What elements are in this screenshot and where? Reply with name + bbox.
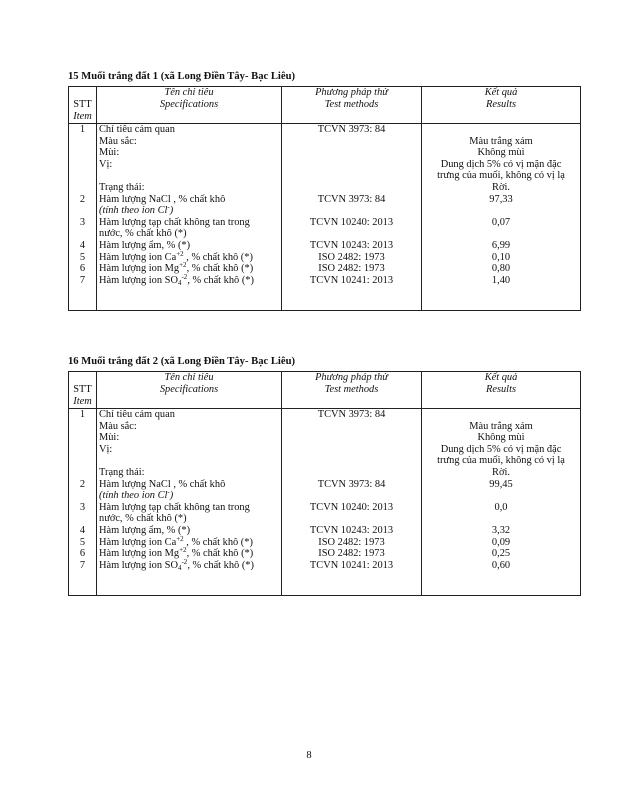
cell-line	[284, 513, 419, 525]
cell-line: TCVN 3973: 84	[317, 409, 386, 420]
cell-line: Hàm lượng ẩm, % (*)	[99, 239, 191, 251]
cell-line: Không mùi	[477, 432, 525, 444]
table-header-row	[69, 372, 581, 409]
cell-line: TCVN 10241: 2013	[309, 274, 394, 286]
spec-column	[97, 124, 282, 311]
cell-line: Dung dịch 5% có vị mặn đặc	[440, 443, 562, 455]
cell-line: TCVN 3973: 84	[317, 193, 386, 205]
subscript: 4	[177, 278, 182, 287]
header-result	[422, 87, 581, 124]
cell-line	[424, 124, 578, 136]
table-body-row	[69, 409, 581, 596]
superscript: -	[167, 203, 170, 212]
cell-line: (tính theo ion Cl-)	[99, 203, 174, 217]
cell-line: 0,25	[491, 548, 511, 560]
header-result	[422, 372, 581, 409]
cell-line: Màu sắc:	[99, 420, 137, 432]
cell-line: Results	[485, 98, 516, 110]
cell-line: Màu sắc:	[99, 135, 137, 147]
header-stt	[69, 372, 97, 409]
cell-line: trưng của muối, không có vị lạ	[437, 170, 565, 182]
cell-line: Hàm lượng ion $Ca^{+2}$ , % chất khô (*)	[99, 534, 253, 548]
cell-line	[71, 147, 94, 159]
cell-line: Vị:	[99, 158, 113, 170]
result-column	[422, 124, 581, 311]
cell-line: 4	[79, 239, 86, 251]
table-body-row	[69, 124, 581, 311]
cell-line: 0,80	[491, 263, 511, 275]
cell-line	[284, 421, 419, 433]
cell-line: 1,40	[491, 274, 511, 286]
cell-line: 0,0	[494, 501, 508, 513]
cell-line	[99, 571, 279, 583]
cell-line	[99, 286, 279, 298]
cell-line: Test methods	[324, 98, 379, 110]
cell-line: 7	[79, 274, 86, 286]
cell-line: Item	[73, 395, 92, 407]
cell-line: Chỉ tiêu cảm quan	[99, 409, 175, 420]
cell-line: TCVN 3973: 84	[317, 478, 386, 490]
cell-line	[99, 298, 279, 310]
section-16	[68, 355, 580, 596]
cell-line: Hàm lượng tạp chất không tan trong	[99, 501, 250, 513]
cell-line: ISO 2482: 1973	[318, 263, 385, 275]
table-header-row	[69, 87, 581, 124]
cell-line: trưng của muối, không có vị lạ	[437, 455, 565, 467]
cell-line: Màu trắng xám	[469, 135, 533, 147]
cell-line: Specifications	[159, 383, 219, 395]
cell-line: 99,45	[489, 478, 513, 490]
cell-line: 2	[79, 478, 86, 490]
cell-line: 2	[79, 193, 86, 205]
cell-line: 5	[79, 536, 86, 548]
cell-line: Mùi:	[99, 432, 120, 444]
cell-line	[424, 286, 578, 298]
cell-line: 5	[79, 251, 86, 263]
cell-line	[71, 228, 94, 240]
cell-line: 3,32	[491, 524, 511, 536]
cell-line	[71, 444, 94, 456]
cell-line	[284, 147, 419, 159]
cell-line: Trạng thái:	[99, 466, 145, 478]
cell-line: Dung dịch 5% có vị mặn đặc	[440, 158, 562, 170]
cell-line: Trạng thái:	[99, 181, 145, 193]
cell-line	[99, 583, 279, 595]
cell-line	[71, 205, 94, 217]
cell-line: Hàm lượng NaCl , % chất khô	[99, 193, 226, 205]
cell-line: Hàm lượng ion $SO_4^{-2}$, % chất khô (*)	[99, 557, 254, 572]
cell-line: TCVN 10241: 2013	[309, 559, 394, 571]
cell-line: Hàm lượng ion $Mg^{+2}$, % chất khô (*)	[99, 261, 254, 275]
cell-line: Phương pháp thử	[315, 372, 388, 383]
method-column	[282, 124, 422, 311]
cell-line	[71, 421, 94, 433]
cell-line	[71, 571, 94, 583]
cell-line	[284, 298, 419, 310]
cell-line: 1	[79, 409, 86, 420]
cell-line	[71, 455, 94, 467]
header-stt	[69, 87, 97, 124]
superscript: -2	[181, 272, 188, 281]
cell-line	[424, 205, 578, 217]
cell-line	[424, 583, 578, 595]
cell-line	[284, 490, 419, 502]
cell-line: Kết quả	[484, 87, 518, 98]
header-method	[282, 87, 422, 124]
cell-line	[284, 583, 419, 595]
cell-line	[424, 571, 578, 583]
cell-line	[71, 286, 94, 298]
stt-column	[69, 409, 97, 596]
cell-line	[71, 170, 94, 182]
page-number: 8	[306, 750, 312, 761]
stt-column	[69, 124, 97, 311]
cell-line	[284, 170, 419, 182]
cell-line: 0,10	[491, 251, 511, 263]
spec-column	[97, 409, 282, 596]
cell-line	[71, 136, 94, 148]
cell-line: Test methods	[324, 383, 379, 395]
cell-line: TCVN 10240: 2013	[309, 501, 394, 513]
cell-line: 6,99	[491, 239, 511, 251]
cell-line: TCVN 3973: 84	[317, 124, 386, 135]
cell-line	[71, 159, 94, 171]
cell-line: 0,60	[491, 559, 511, 571]
cell-line: Hàm lượng ion $SO_4^{-2}$, % chất khô (*)	[99, 272, 254, 287]
cell-line: Tên chỉ tiêu	[164, 372, 214, 383]
cell-line	[284, 571, 419, 583]
cell-line: ISO 2482: 1973	[318, 548, 385, 560]
cell-line	[284, 182, 419, 194]
cell-line: TCVN 10243: 2013	[309, 524, 394, 536]
cell-line: 6	[79, 263, 86, 275]
cell-line	[99, 455, 279, 467]
cell-line	[71, 513, 94, 525]
cell-line: Item	[73, 110, 92, 122]
header-spec	[97, 87, 282, 124]
cell-line	[71, 583, 94, 595]
cell-line	[71, 490, 94, 502]
cell-line	[99, 170, 279, 182]
cell-line	[284, 432, 419, 444]
cell-line: nước, % chất khô (*)	[99, 228, 187, 240]
results-table	[68, 371, 581, 596]
section-title: 15 Muối trắng đất 1 (xã Long Điền Tây- Bạc Liêu)	[68, 71, 295, 82]
cell-line: Vị:	[99, 443, 113, 455]
cell-line: Results	[485, 383, 516, 395]
cell-line: Rời.	[492, 181, 510, 193]
cell-line: 6	[79, 548, 86, 560]
cell-line	[284, 286, 419, 298]
cell-line: TCVN 10243: 2013	[309, 239, 394, 251]
cell-line: Hàm lượng NaCl , % chất khô	[99, 478, 226, 490]
superscript: -	[167, 488, 170, 497]
superscript: +2	[179, 546, 187, 555]
cell-line	[424, 490, 578, 502]
superscript: +2	[179, 261, 187, 270]
cell-line: TCVN 10240: 2013	[309, 216, 394, 228]
cell-line: Rời.	[492, 466, 510, 478]
cell-line	[424, 409, 578, 421]
cell-line: nước, % chất khô (*)	[99, 513, 187, 525]
cell-line: 3	[79, 216, 86, 228]
cell-line: Chỉ tiêu cảm quan	[99, 124, 175, 135]
cell-line: (tính theo ion Cl-)	[99, 488, 174, 502]
cell-line: Không mùi	[477, 147, 525, 159]
cell-line	[284, 455, 419, 467]
cell-line	[284, 228, 419, 240]
cell-line	[424, 513, 578, 525]
cell-line	[71, 298, 94, 310]
cell-line: 0,09	[491, 536, 511, 548]
result-column	[422, 409, 581, 596]
cell-line: Mùi:	[99, 147, 120, 159]
cell-line: Specifications	[159, 98, 219, 110]
cell-line	[284, 159, 419, 171]
cell-line: STT	[73, 99, 92, 110]
results-table	[68, 86, 581, 311]
cell-line: 97,33	[489, 193, 513, 205]
method-column	[282, 409, 422, 596]
cell-line	[424, 298, 578, 310]
cell-line	[284, 136, 419, 148]
cell-line: ISO 2482: 1973	[318, 251, 385, 263]
cell-line: 3	[79, 501, 86, 513]
subscript: 4	[177, 563, 182, 572]
cell-line: Phương pháp thử	[315, 87, 388, 98]
header-method	[282, 372, 422, 409]
cell-line: Hàm lượng ẩm, % (*)	[99, 524, 191, 536]
cell-line: Hàm lượng tạp chất không tan trong	[99, 216, 250, 228]
cell-line	[284, 444, 419, 456]
cell-line: 0,07	[491, 216, 511, 228]
cell-line	[284, 205, 419, 217]
cell-line	[71, 467, 94, 479]
cell-line	[71, 182, 94, 194]
superscript: +2	[176, 249, 184, 258]
cell-line: Tên chỉ tiêu	[164, 87, 214, 98]
cell-line	[424, 228, 578, 240]
superscript: +2	[176, 534, 184, 543]
cell-line: Màu trắng xám	[469, 420, 533, 432]
cell-line: Kết quả	[484, 372, 518, 383]
cell-line	[71, 432, 94, 444]
cell-line: ISO 2482: 1973	[318, 536, 385, 548]
cell-line: 4	[79, 524, 86, 536]
section-title: 16 Muối trắng đất 2 (xã Long Điền Tây- Bạc Liêu)	[68, 356, 295, 367]
cell-line	[284, 467, 419, 479]
cell-line: STT	[73, 384, 92, 395]
cell-line: 1	[79, 124, 86, 135]
superscript: -2	[181, 557, 188, 566]
cell-line: Hàm lượng ion $Mg^{+2}$, % chất khô (*)	[99, 546, 254, 560]
cell-line: 7	[79, 559, 86, 571]
cell-line: Hàm lượng ion $Ca^{+2}$ , % chất khô (*)	[99, 249, 253, 263]
header-spec	[97, 372, 282, 409]
section-15	[68, 70, 580, 311]
